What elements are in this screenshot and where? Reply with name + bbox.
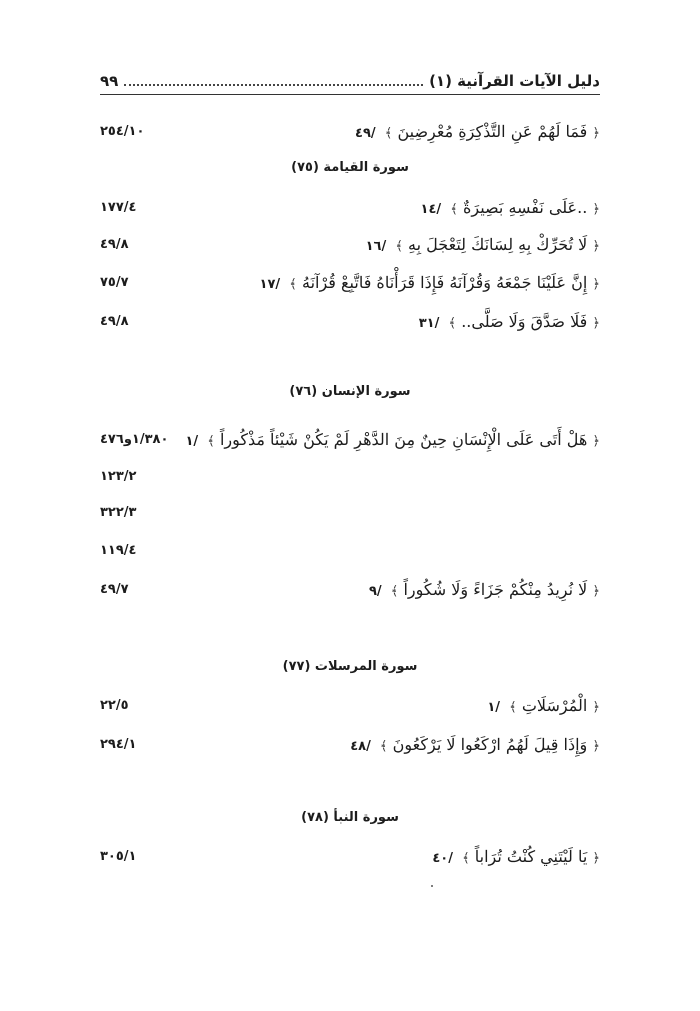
verse-entry — [100, 229, 600, 259]
verse-text-line — [369, 580, 600, 599]
header-title: دليل الآيات القرآنية (١) — [429, 72, 600, 90]
verse-text: ..عَلَى نَفْسِهِ بَصِيرَةٌ — [462, 197, 588, 217]
verse-number: /٣١ — [418, 315, 440, 331]
verse-entry — [100, 574, 600, 604]
verse-number: /٤٨ — [350, 738, 371, 754]
verse-entry — [100, 690, 600, 720]
bracket-open: ﴿ — [592, 238, 600, 254]
verse-text-line — [355, 122, 600, 141]
bracket-close: ﴾ — [450, 201, 458, 217]
bracket-open: ﴿ — [592, 433, 600, 449]
dot-leader — [124, 84, 423, 86]
verse-text-line — [419, 312, 600, 331]
bracket-close: ﴾ — [390, 583, 399, 599]
verse-text-line — [366, 235, 600, 254]
volume-page-ref: ٢٩٤/١ — [100, 736, 137, 752]
reference-row — [100, 461, 600, 491]
surah-heading: سورة الإنسان (٧٦) — [289, 384, 411, 399]
verse-text: فَلَا صَدَّقَ وَلَا صَلَّى.. — [461, 311, 588, 331]
verse-entry — [100, 116, 600, 146]
volume-page-ref: ١١٩/٤ — [100, 542, 137, 558]
verse-text-line — [260, 273, 600, 292]
verse-entry — [100, 729, 600, 759]
verse-number: /١٤ — [420, 201, 442, 217]
bracket-open: ﴿ — [592, 201, 600, 217]
verse-entry — [100, 192, 600, 222]
surah-heading: سورة النبأ (٧٨) — [301, 810, 399, 825]
bracket-close: ﴾ — [395, 238, 403, 254]
bracket-open: ﴿ — [592, 315, 600, 331]
verse-number: /٤٩ — [355, 125, 376, 141]
bracket-close: ﴾ — [462, 850, 470, 866]
verse-entry — [100, 267, 600, 297]
running-header — [100, 60, 600, 95]
bracket-open: ﴿ — [592, 699, 600, 715]
verse-number: /١ — [487, 699, 501, 715]
verse-number: /١٧ — [259, 276, 281, 292]
bracket-close: ﴾ — [384, 125, 393, 141]
verse-text-line — [421, 198, 600, 217]
bracket-close: ﴾ — [207, 433, 215, 449]
verse-text: يَا لَيْتَنِي كُنْتُ تُرَاباً — [474, 846, 588, 866]
verse-text-line — [432, 847, 600, 866]
speck-mark — [431, 885, 433, 887]
bracket-open: ﴿ — [592, 583, 600, 599]
surah-heading: سورة القيامة (٧٥) — [291, 160, 409, 175]
verse-entry — [100, 306, 600, 336]
verse-text: إِنَّ عَلَيْنَا جَمْعَهُ وَقُرْآنَهُ فَإِذَا قَرَأْنَاهُ فَاتَّبِعْ قُرْآنَهُ — [301, 272, 588, 292]
volume-page-ref: ٧٥/٧ — [100, 274, 129, 290]
verse-text: فَمَا لَهُمْ عَنِ التَّذْكِرَةِ مُعْرِضِينَ — [397, 121, 588, 141]
bracket-close: ﴾ — [379, 738, 388, 754]
verse-number: /١٦ — [365, 238, 387, 254]
verse-entry — [100, 841, 600, 871]
verse-text-line — [185, 430, 600, 449]
verse-entry — [100, 424, 600, 454]
volume-page-ref: ٤٩/٨ — [100, 313, 129, 329]
surah-heading: سورة المرسلات (٧٧) — [282, 659, 418, 674]
bracket-close: ﴾ — [448, 315, 457, 331]
volume-page-ref: ٣٠٥/١ — [100, 848, 137, 864]
volume-page-ref: ٤٩/٨ — [100, 236, 129, 252]
volume-page-ref: ٣٢٢/٣ — [100, 504, 137, 520]
verse-text: لَا نُرِيدُ مِنْكُمْ جَزَاءً وَلَا شُكُوراً — [403, 579, 588, 599]
bracket-close: ﴾ — [509, 699, 517, 715]
bracket-open: ﴿ — [592, 850, 600, 866]
bracket-close: ﴾ — [289, 276, 297, 292]
verse-text: لَا تُحَرِّكْ بِهِ لِسَانَكَ لِتَعْجَلَ بِهِ — [408, 234, 588, 254]
bracket-open: ﴿ — [592, 125, 600, 141]
volume-page-ref: ١٢٣/٢ — [100, 468, 137, 484]
verse-number: /٤٠ — [432, 850, 453, 866]
volume-page-ref: ١/٣٨٠و٤٧٦ — [100, 431, 169, 447]
verse-text-line — [350, 735, 600, 754]
bracket-open: ﴿ — [592, 738, 600, 754]
verse-number: /٩ — [368, 583, 382, 599]
reference-row — [100, 497, 600, 527]
volume-page-ref: ٢٢/٥ — [100, 697, 129, 713]
verse-text: هَلْ أَتَى عَلَى الْإِنْسَانِ حِينٌ مِنَ الدَّهْرِ لَمْ يَكُنْ شَيْئاً مَذْكُوراً — [219, 429, 588, 449]
verse-text-line — [487, 696, 600, 715]
page-number: ٩٩ — [100, 72, 119, 90]
volume-page-ref: ١٧٧/٤ — [100, 199, 137, 215]
bracket-open: ﴿ — [592, 276, 600, 292]
verse-number: /١ — [185, 433, 199, 449]
verse-text: الْمُرْسَلَاتِ — [521, 695, 588, 715]
volume-page-ref: ٤٩/٧ — [100, 581, 129, 597]
volume-page-ref: ٢٥٤/١٠ — [100, 123, 145, 139]
verse-text: وَإِذَا قِيلَ لَهُمُ ارْكَعُوا لَا يَرْكَعُونَ — [392, 734, 588, 754]
reference-row — [100, 535, 600, 565]
